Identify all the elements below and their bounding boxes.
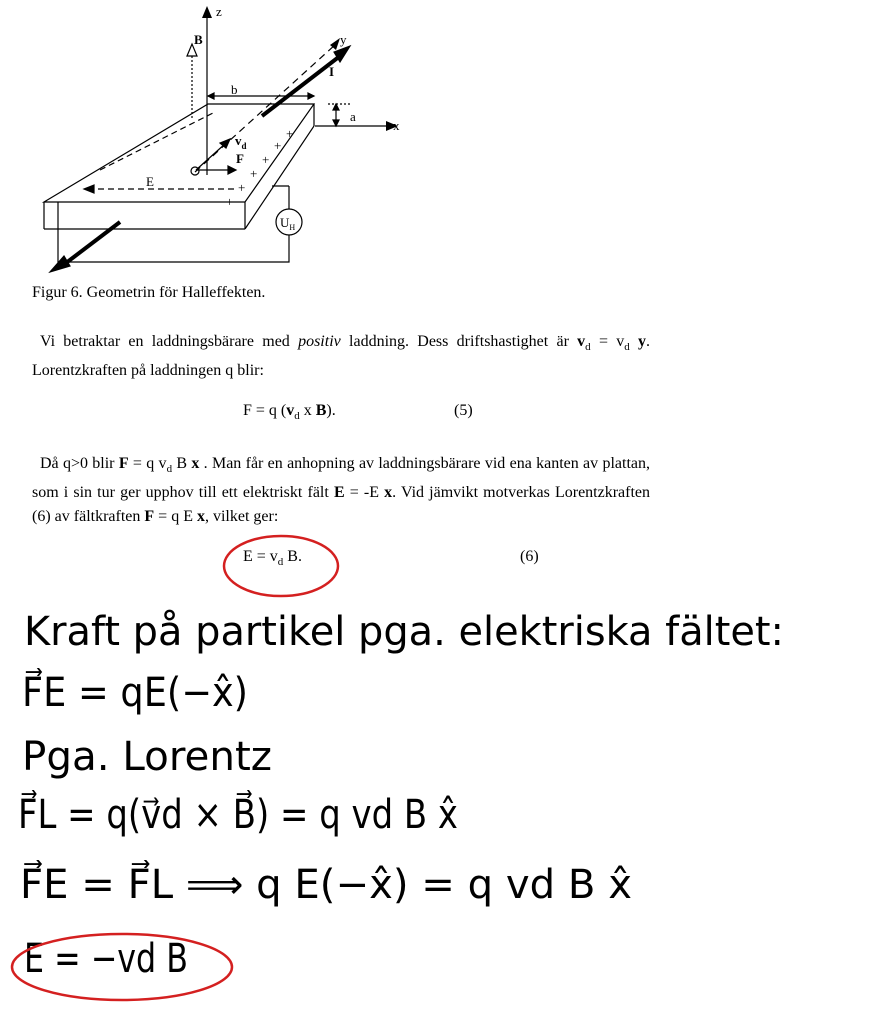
equation-6: $E = v_d$ B. [243,548,302,569]
svg-text:+: + [262,152,270,167]
hand-line-4: F⃗L = q(v⃗d × B⃗) = q vd B x̂ [18,792,537,838]
highlight-ellipse-eq6 [224,536,338,596]
label-x: x [393,118,400,133]
svg-text:+: + [226,194,234,209]
svg-text:+: + [274,138,282,153]
label-y: y [340,32,347,47]
svg-text:+: + [238,180,246,195]
hand-line-6: E = −vd B [24,936,188,982]
label-E: E [146,174,154,189]
equation-5: F = q ($v_d$ x B). [243,402,336,423]
hand-line-5: F⃗E = F⃗L ⟹ q E(−x̂) = q vd B x̂ [20,862,630,908]
label-B: B [194,32,203,47]
hand-line-1: Kraft på partikel pga. elektriska fältet: [24,609,784,655]
hand-line-2: F⃗E = qE(−x̂) [22,670,269,716]
equation-5-number: (5) [454,402,473,419]
hand-line-3: Pga. Lorentz [22,734,272,780]
label-uh: $U_H$ [280,215,296,232]
svg-text:+: + [250,166,258,181]
label-z: z [216,4,222,19]
paragraph-1: Vi betraktar en laddningsbärare med positiv laddning. Dess driftshastighet är $v_d = v_d$ y. Lorentzkraften på laddningen q blir: [32,333,651,380]
label-b: b [231,82,238,97]
paragraph-2: Då q>0 blir F = q $v_d$ B x . Man får en anhopning av laddningsbärare vid ena kanten av plattan, som i sin tur ger upphov till ett elektriskt fält E = -E x. Vid jämvikt motverkas Lorentzkraften (6) av fältkraften F = q E x, vilket ger: [32,455,651,526]
label-I: I [329,64,335,79]
svg-text:+: + [286,126,294,141]
label-a: a [350,109,356,124]
equation-6-number: (6) [520,548,539,565]
label-F: F [236,151,244,166]
label-vd: $v_d$ [235,133,247,151]
figure-caption: Figur 6. Geometrin för Halleffekten. [32,284,266,301]
